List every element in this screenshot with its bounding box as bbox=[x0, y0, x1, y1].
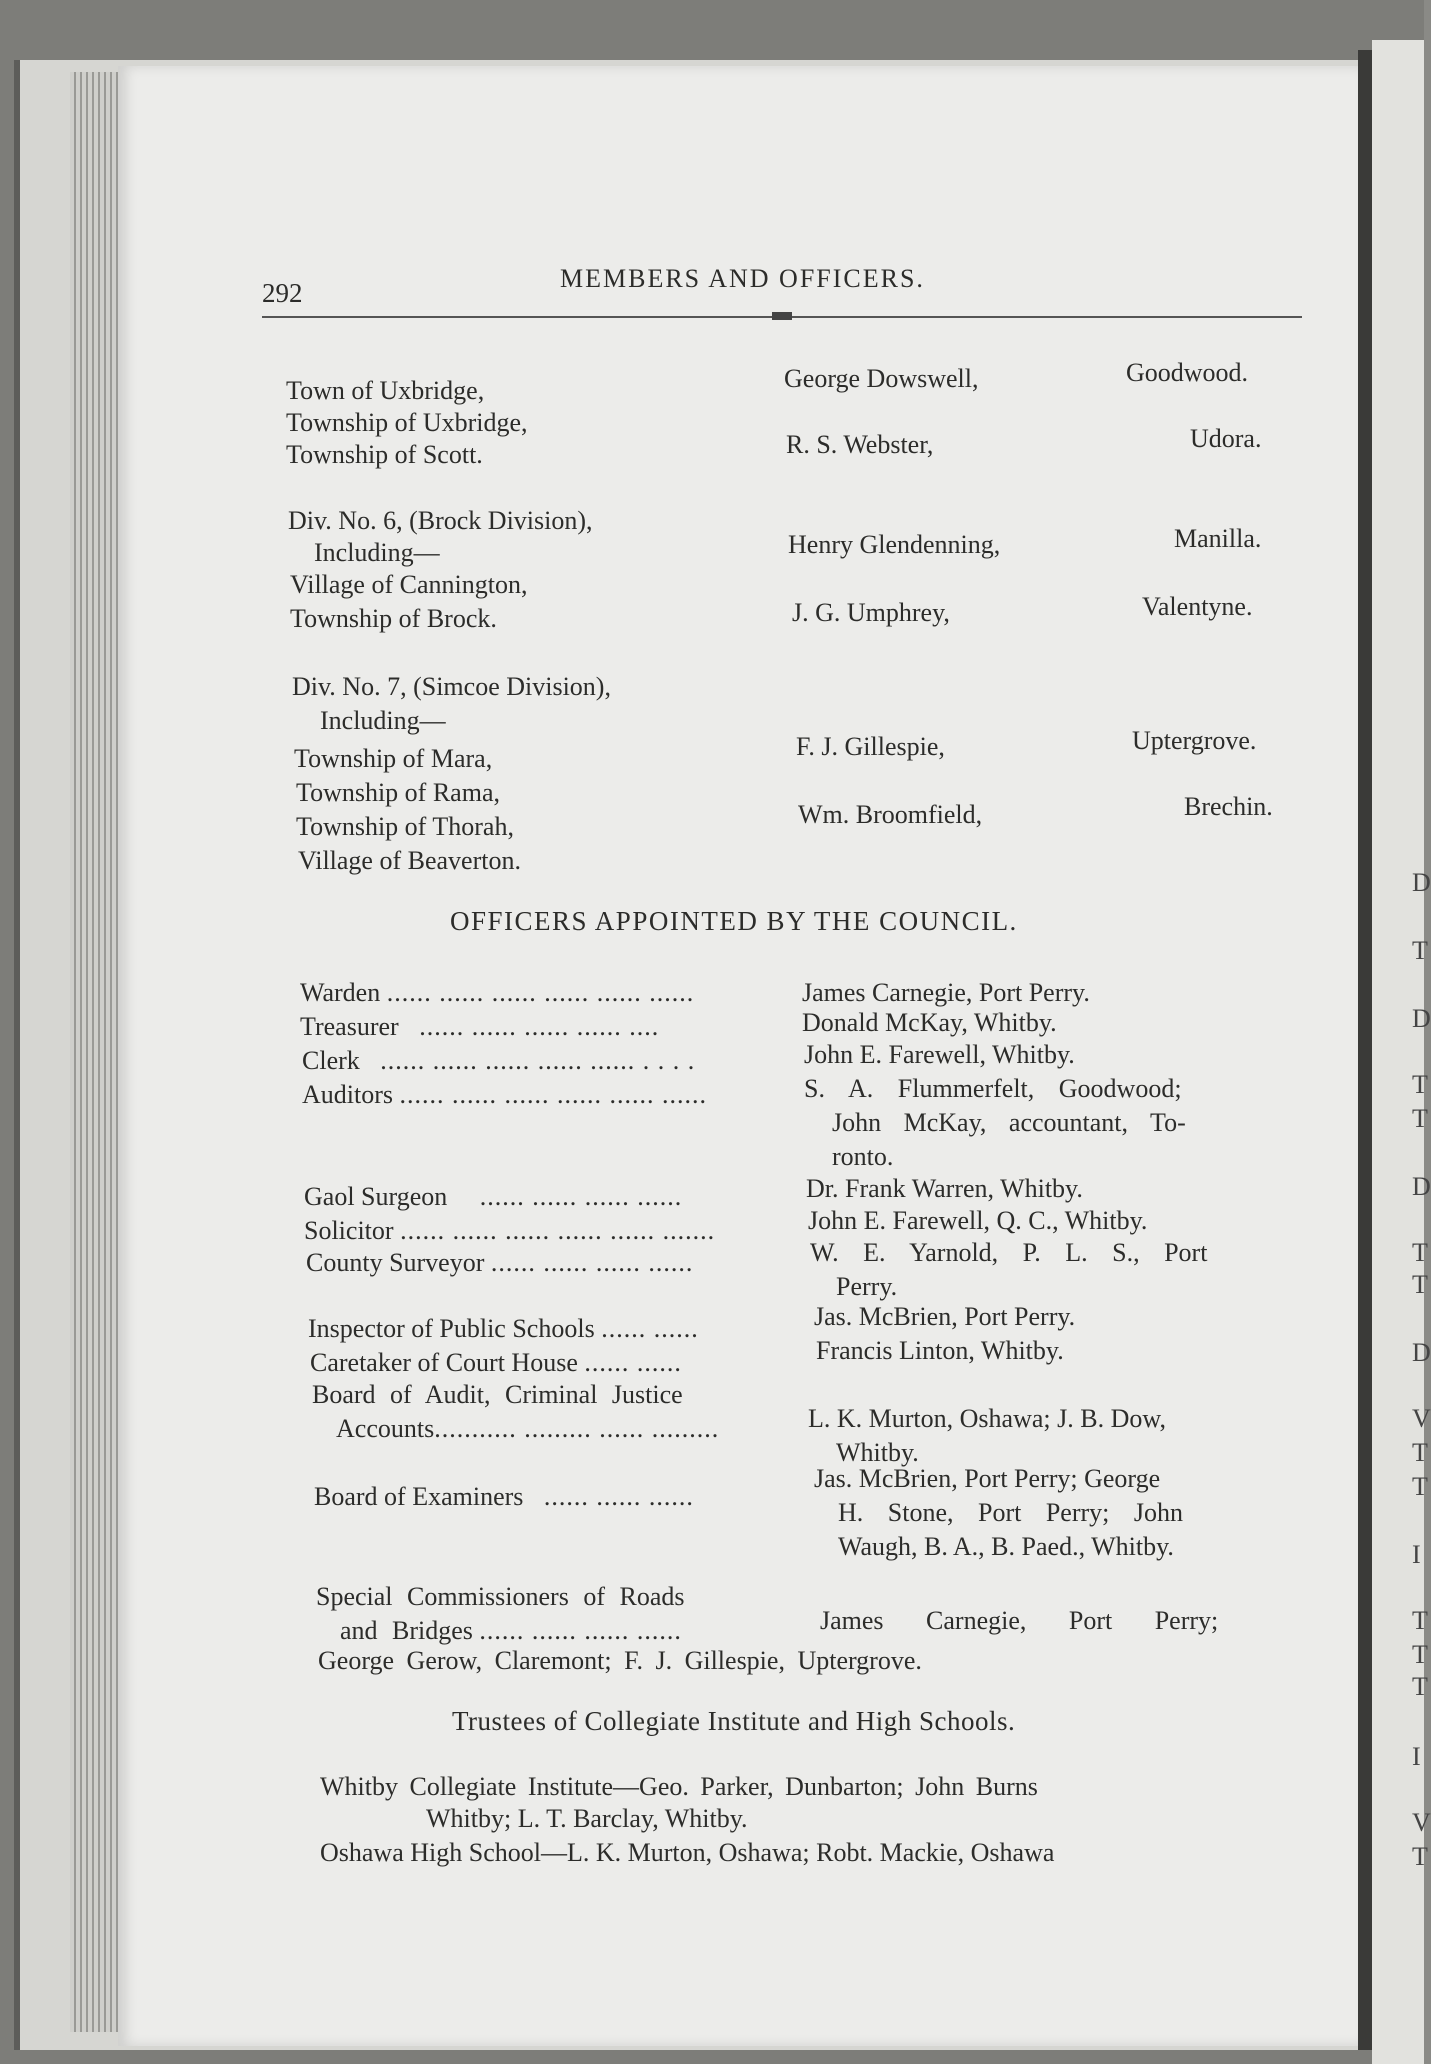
officer-row-caretaker bbox=[310, 1336, 1320, 1379]
division-place: Township of Rama, bbox=[296, 778, 500, 807]
division-place: Township of Uxbridge, bbox=[286, 408, 528, 437]
leader-dots: ...... ...... ...... ...... .... bbox=[419, 1012, 660, 1041]
leader-dots: ...... ...... ...... ...... ...... ....... bbox=[400, 1216, 716, 1245]
trustee-entry: Whitby Collegiate Institute—Geo. Parker, Dunbarton; John Burns bbox=[320, 1772, 1038, 1801]
officer-title: Clerk bbox=[302, 1046, 360, 1075]
division-place: Township of Brock. bbox=[290, 604, 497, 633]
officer-name: John E. Farewell, Q. C., Whitby. bbox=[808, 1206, 1148, 1235]
officer-name-cont: Waugh, B. A., B. Paed., Whitby. bbox=[838, 1532, 1174, 1561]
page-edges bbox=[70, 72, 120, 2032]
book-gutter bbox=[1358, 50, 1372, 2050]
facing-page-letter: T bbox=[1412, 1104, 1428, 1133]
leader-dots: ...... ...... ...... ...... bbox=[490, 1248, 694, 1277]
division-place: Village of Cannington, bbox=[290, 570, 528, 599]
officer-name-cont: John McKay, accountant, To- bbox=[832, 1108, 1186, 1137]
officer-name: Donald McKay, Whitby. bbox=[802, 1008, 1057, 1037]
officer-title-cont bbox=[336, 1412, 719, 1445]
facing-page-letter: D bbox=[1412, 1172, 1431, 1201]
officer-name: Jas. McBrien, Port Perry; George bbox=[814, 1464, 1161, 1493]
officer-title: Inspector of Public Schools bbox=[308, 1314, 595, 1343]
facing-page-letter: T bbox=[1412, 936, 1428, 965]
facing-page-letter: I bbox=[1412, 1540, 1421, 1569]
member-name: J. G. Umphrey, bbox=[792, 598, 950, 627]
member-name: Wm. Broomfield, bbox=[798, 800, 983, 829]
officer-title-cont bbox=[340, 1614, 682, 1647]
member-name: Henry Glendenning, bbox=[788, 530, 1001, 559]
member-name: George Dowswell, bbox=[784, 364, 979, 393]
facing-page-letter: D bbox=[1412, 868, 1431, 897]
division-title: Div. No. 6, (Brock Division), bbox=[288, 506, 593, 535]
officer-title: Auditors bbox=[302, 1080, 393, 1109]
officer-title: Caretaker of Court House bbox=[310, 1348, 578, 1377]
trustee-entry: Oshawa High School—L. K. Murton, Oshawa; Robt. Mackie, Oshawa bbox=[320, 1838, 1055, 1867]
officer-name: Dr. Frank Warren, Whitby. bbox=[806, 1174, 1083, 1203]
officer-title: Solicitor bbox=[304, 1216, 394, 1245]
facing-page-letter: T bbox=[1412, 1070, 1428, 1099]
officer-title: Treasurer bbox=[300, 1012, 399, 1041]
member-place: Udora. bbox=[1190, 424, 1262, 453]
officer-title: Special Commissioners of Roads bbox=[316, 1582, 685, 1611]
leader-dots: ...... ...... bbox=[584, 1348, 682, 1377]
facing-page-letter: T bbox=[1412, 1640, 1428, 1669]
leader-dots: ...... ...... ...... ...... ...... ...... bbox=[399, 1080, 707, 1109]
page-number: 292 bbox=[262, 278, 303, 308]
member-name: R. S. Webster, bbox=[786, 430, 934, 459]
officer-name: James Carnegie, Port Perry. bbox=[802, 978, 1090, 1007]
facing-page-letter: I bbox=[1412, 1742, 1421, 1771]
member-place: Goodwood. bbox=[1126, 358, 1249, 387]
officer-row-auditors bbox=[302, 1074, 1312, 1171]
division-title: Div. No. 7, (Simcoe Division), bbox=[292, 672, 611, 701]
officer-name: S. A. Flummerfelt, Goodwood; bbox=[804, 1074, 1182, 1103]
leader-dots: ........... ......... ...... ......... bbox=[434, 1414, 720, 1443]
officer-title: County Surveyor bbox=[306, 1248, 485, 1277]
officer-name: James Carnegie, Port Perry; bbox=[820, 1606, 1219, 1635]
leader-dots: ...... ...... ...... ...... bbox=[479, 1182, 683, 1211]
facing-page-letter: T bbox=[1412, 1672, 1428, 1701]
officer-title: Board of Examiners bbox=[314, 1482, 524, 1511]
officer-row-warden bbox=[300, 976, 1310, 1009]
officer-row-board-of-examiners bbox=[314, 1464, 1324, 1561]
division-place: Township of Mara, bbox=[294, 744, 493, 773]
member-name: F. J. Gillespie, bbox=[796, 732, 945, 761]
facing-page-letter: V bbox=[1412, 1404, 1431, 1433]
facing-page-letter: T bbox=[1412, 1270, 1428, 1299]
facing-page-letter: T bbox=[1412, 1238, 1428, 1267]
leader-dots: ...... ...... ...... ...... ...... ...... bbox=[386, 978, 695, 1007]
officer-title: Gaol Surgeon bbox=[304, 1182, 448, 1211]
leader-dots: ...... ...... ...... ...... ...... . . . . bbox=[380, 1046, 696, 1075]
leader-dots: ...... ...... ...... bbox=[543, 1482, 694, 1511]
division-including: Including— bbox=[314, 538, 440, 567]
facing-page-letter: D bbox=[1412, 1338, 1431, 1367]
officer-row-county-surveyor bbox=[306, 1238, 1316, 1301]
member-place: Brechin. bbox=[1184, 792, 1273, 821]
facing-page-letter: V bbox=[1412, 1808, 1431, 1837]
trustee-entry-cont: Whitby; L. T. Barclay, Whitby. bbox=[426, 1804, 748, 1833]
officer-name-cont: George Gerow, Claremont; F. J. Gillespie, Uptergrove. bbox=[318, 1646, 922, 1675]
member-place: Valentyne. bbox=[1142, 592, 1253, 621]
officer-name: Jas. McBrien, Port Perry. bbox=[814, 1302, 1076, 1331]
officer-name: W. E. Yarnold, P. L. S., Port bbox=[810, 1238, 1208, 1267]
division-place: Township of Scott. bbox=[286, 440, 483, 469]
officer-name-cont: Whitby. bbox=[836, 1438, 919, 1467]
officer-title-line2: and Bridges bbox=[340, 1616, 473, 1645]
running-head: MEMBERS AND OFFICERS. bbox=[560, 264, 925, 293]
officer-name: L. K. Murton, Oshawa; J. B. Dow, bbox=[808, 1404, 1166, 1433]
officer-row-board-of-audit bbox=[312, 1378, 1322, 1467]
division-place: Town of Uxbridge, bbox=[286, 376, 485, 405]
facing-page-letter: T bbox=[1412, 1438, 1428, 1467]
facing-page-letter: T bbox=[1412, 1472, 1428, 1501]
officer-row-special-commissioners bbox=[316, 1580, 1326, 1675]
facing-page-letter: T bbox=[1412, 1842, 1428, 1871]
officer-name: John E. Farewell, Whitby. bbox=[804, 1040, 1075, 1069]
leader-dots: ...... ...... bbox=[601, 1314, 699, 1343]
officer-title: Warden bbox=[300, 978, 381, 1007]
facing-page-letter: D bbox=[1412, 1004, 1431, 1033]
officer-name-cont: Perry. bbox=[836, 1272, 898, 1301]
officer-name: Francis Linton, Whitby. bbox=[816, 1336, 1064, 1365]
division-place: Township of Thorah, bbox=[296, 812, 514, 841]
officer-row-inspector bbox=[308, 1302, 1318, 1345]
member-place: Uptergrove. bbox=[1132, 726, 1257, 755]
officer-title-line2: Accounts bbox=[336, 1414, 435, 1443]
officer-name-cont: ronto. bbox=[832, 1142, 894, 1171]
trustees-heading: Trustees of Collegiate Institute and High Schools. bbox=[452, 1706, 1016, 1736]
member-place: Manilla. bbox=[1174, 524, 1262, 553]
header-rule-ornament bbox=[772, 312, 792, 320]
officer-name-cont: H. Stone, Port Perry; John bbox=[838, 1498, 1183, 1527]
officers-heading: OFFICERS APPOINTED BY THE COUNCIL. bbox=[450, 906, 1018, 936]
facing-page-letter: T bbox=[1412, 1606, 1428, 1635]
leader-dots: ...... ...... ...... ...... bbox=[479, 1616, 682, 1645]
division-including: Including— bbox=[320, 706, 446, 735]
officer-title: Board of Audit, Criminal Justice bbox=[312, 1380, 683, 1409]
division-place: Village of Beaverton. bbox=[298, 846, 521, 875]
